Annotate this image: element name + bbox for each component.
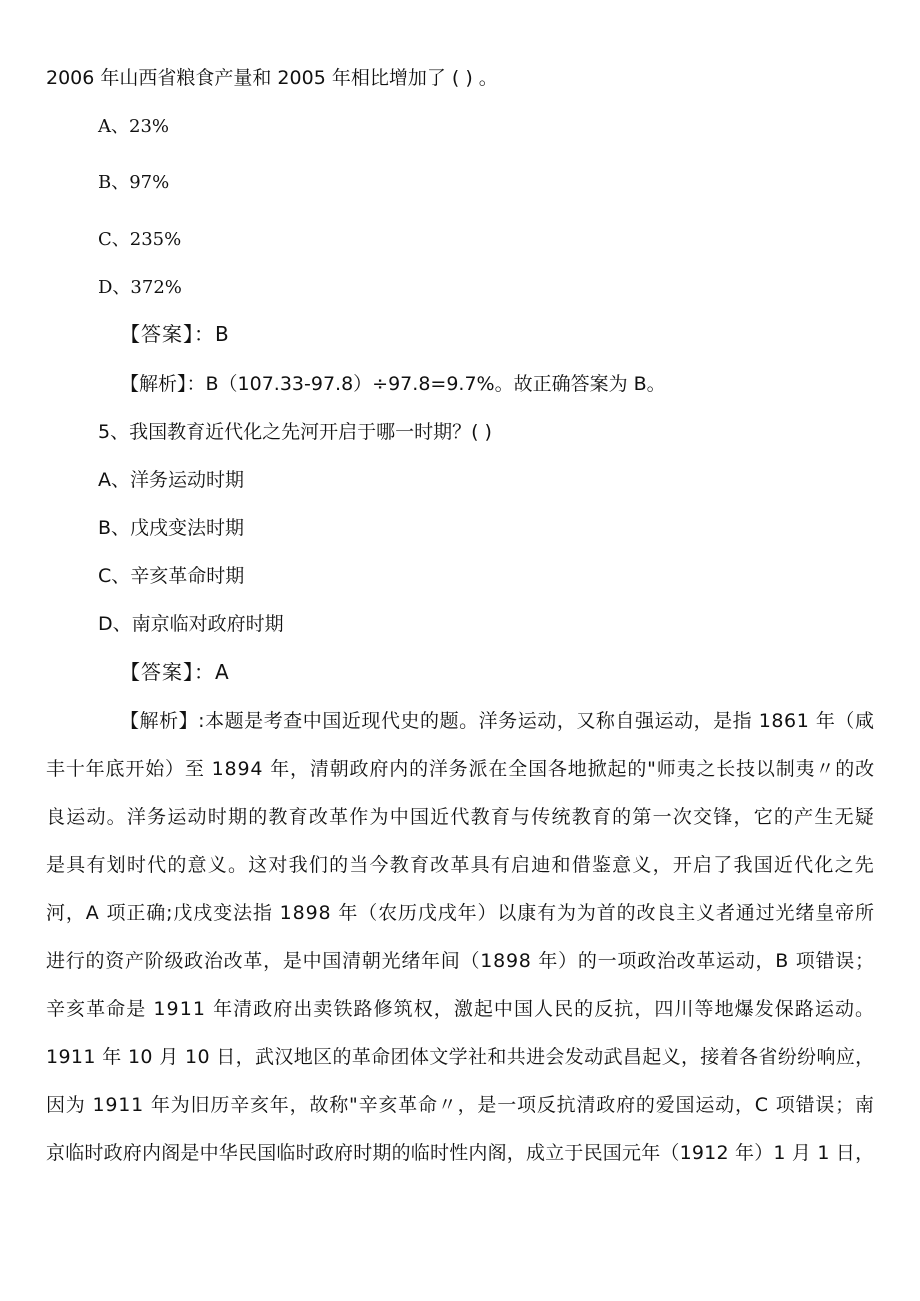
question-4-option-a: A、23% [98, 116, 170, 137]
analysis-line: 良运动。洋务运动时期的教育改革作为中国近代教育与传统教育的第一次交锋，它的产生无疑 [46, 806, 876, 828]
question-5-option-a: A、洋务运动时期 [98, 469, 244, 491]
question-4-analysis: 【解析】：B（107.33-97.8）÷97.8=9.7%。故正确答案为 B。 [120, 373, 666, 395]
analysis-line: 因为 1911 年为旧历辛亥年，故称"辛亥革命〃，是一项反抗清政府的爱国运动，C 项错误；南 [46, 1094, 875, 1116]
analysis-line: 丰十年底开始）至 1894 年，清朝政府内的洋务派在全国各地掀起的"师夷之长技以制夷〃的改 [46, 758, 875, 780]
analysis-line: 1911 年 10 月 10 日，武汉地区的革命团体文学社和共进会发动武昌起义，接着各省纷纷响应， [46, 1046, 875, 1068]
question-5-answer: 【答案】：A [120, 660, 230, 684]
question-4-option-c: C、235% [98, 229, 182, 250]
analysis-line: 进行的资产阶级政治改革，是中国清朝光绪年间（1898 年）的一项政治改革运动，B 项错误； [46, 950, 875, 972]
question-5-analysis [46, 697, 874, 1177]
question-5-option-c: C、辛亥革命时期 [98, 565, 245, 587]
question-4-option-b: B、97% [98, 172, 170, 193]
question-5-option-d: D、南京临对政府时期 [98, 613, 284, 635]
question-4-answer: 【答案】：B [120, 322, 230, 346]
analysis-line: 是具有划时代的意义。这对我们的当今教育改革具有启迪和借鉴意义，开启了我国近代化之先 [46, 854, 876, 876]
analysis-line: 辛亥革命是 1911 年清政府出卖铁路修筑权，激起中国人民的反抗，四川等地爆发保路运动。 [46, 998, 876, 1020]
analysis-line: 京临时政府内阁是中华民国临时政府时期的临时性内阁，成立于民国元年（1912 年）1 月 1 日， [46, 1142, 875, 1164]
analysis-line: 【解析】:本题是考查中国近现代史的题。洋务运动，又称自强运动，是指 1861 年（咸 [120, 710, 875, 732]
analysis-line: 河，A 项正确;戊戌变法指 1898 年（农历戊戌年）以康有为为首的改良主义者通过光绪皇帝所 [46, 902, 875, 924]
question-4-stem: 2006 年山西省粮食产量和 2005 年相比增加了 ( ) 。 [46, 67, 498, 89]
question-5-stem: 5、我国教育近代化之先河开启于哪一时期？( ) [98, 421, 492, 443]
question-5-option-b: B、戊戌变法时期 [98, 517, 245, 539]
question-4-option-d: D、372% [98, 277, 182, 298]
